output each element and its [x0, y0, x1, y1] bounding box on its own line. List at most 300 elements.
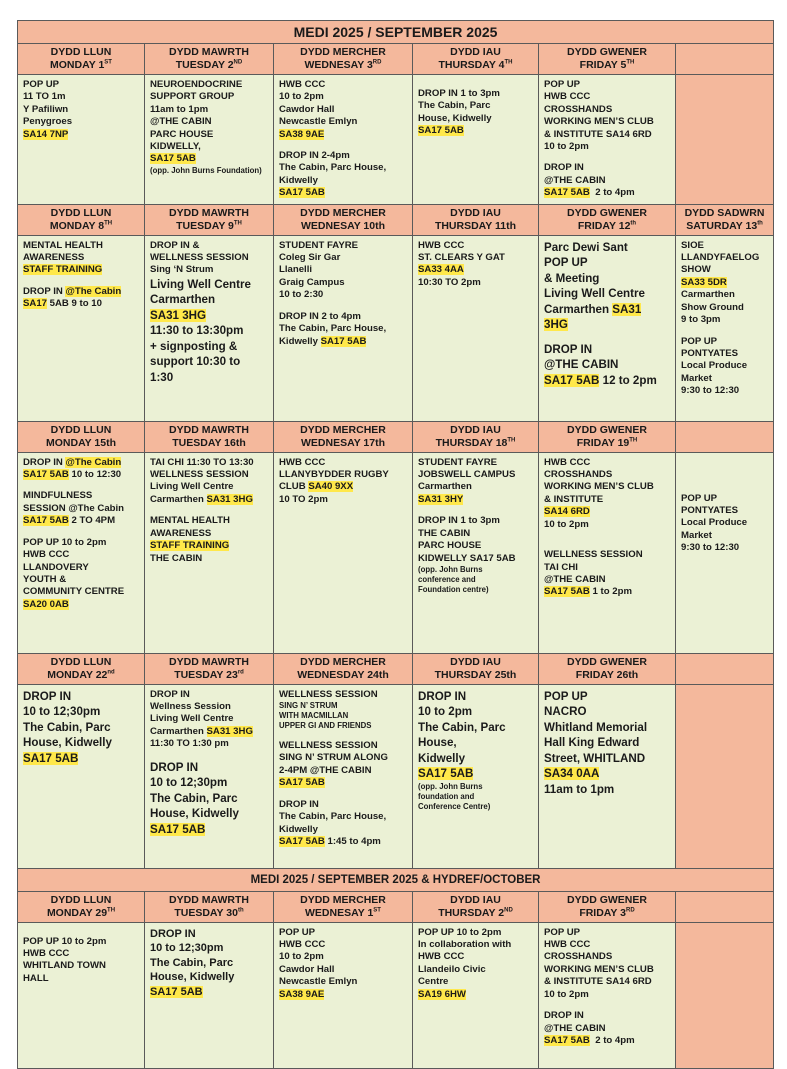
day-events-cell	[413, 75, 539, 205]
day-name-english	[277, 59, 409, 72]
day-date-suffix: ST	[373, 907, 381, 914]
day-header	[145, 421, 274, 452]
day-events-cell	[413, 684, 539, 868]
event-line	[23, 751, 139, 767]
event-text: DROP IN	[544, 162, 584, 174]
event-text: The Cabin, Parc	[418, 100, 491, 112]
day-name-welsh: DYDD MAWRTH	[169, 206, 249, 219]
event-line	[544, 79, 670, 91]
event-text: 9:30 to 12:30	[681, 542, 740, 554]
event-text: The Cabin, Parc House,	[279, 323, 387, 335]
day-events-cell	[18, 235, 145, 421]
day-events-cell	[274, 684, 413, 868]
event-line	[150, 308, 268, 324]
event-line	[544, 704, 670, 720]
event-text: WITH MACMILLAN	[279, 711, 349, 721]
day-name-welsh: DYDD GWENER	[567, 655, 647, 668]
event-line	[150, 927, 268, 942]
event-text: CLUB	[279, 481, 309, 493]
postcode-highlight: SA17 5AB	[150, 153, 196, 165]
event-line	[279, 740, 407, 752]
day-name-english	[416, 437, 535, 450]
event-text: WELLNESS SESSION	[150, 469, 249, 481]
event-line	[681, 277, 768, 289]
day-date-suffix: TH	[504, 59, 513, 66]
day-events-cell	[18, 922, 145, 1068]
event-text: 10 to 2pm	[544, 141, 589, 153]
event-text: HALL	[23, 972, 49, 984]
day-header	[676, 421, 774, 452]
event-line	[681, 466, 768, 475]
day-name-english	[148, 437, 270, 450]
event-text: WELLNESS SESSION	[544, 549, 643, 561]
day-name-english	[277, 669, 409, 682]
event-line	[681, 484, 768, 493]
postcode-highlight: SA14 7NP	[23, 128, 69, 140]
event-line	[150, 469, 268, 481]
event-line	[279, 836, 407, 848]
postcode-highlight: SA20 0AB	[23, 598, 69, 610]
day-name-welsh: DYDD LLUN	[50, 206, 112, 219]
day-date: FRIDAY 19	[576, 436, 630, 449]
event-line	[544, 373, 670, 389]
event-line	[544, 506, 670, 518]
event-text: SING N’ STRUM ALONG	[279, 752, 388, 764]
event-text: KIDWELLY,	[150, 141, 201, 153]
event-text: Conference Centre)	[418, 801, 491, 811]
day-events-cell	[413, 922, 539, 1068]
day-header	[413, 204, 539, 235]
event-line	[23, 515, 139, 527]
event-line	[544, 964, 670, 976]
event-text: POP UP	[681, 335, 718, 347]
postcode-highlight: SA17 5AB	[418, 125, 464, 137]
day-events-cell	[145, 452, 274, 653]
postcode-highlight: SA17 5AB	[150, 822, 206, 836]
event-line	[150, 166, 268, 176]
event-text: WELLNESS SESSION	[150, 252, 249, 264]
event-text: THE CABIN	[150, 552, 203, 564]
event-line	[544, 175, 670, 187]
event-line	[150, 339, 268, 355]
event-line	[279, 927, 407, 939]
day-date-suffix: ND	[233, 59, 243, 66]
event-text: ST. CLEARS Y GAT	[418, 252, 505, 264]
event-line	[279, 240, 407, 252]
event-text: Carmarthen	[681, 289, 735, 301]
event-text: Carmarthen	[150, 293, 216, 307]
event-text: HWB CCC	[544, 939, 591, 951]
event-line	[279, 777, 407, 789]
day-name-welsh: DYDD MAWRTH	[169, 893, 249, 906]
event-line	[150, 689, 268, 701]
event-line	[418, 976, 533, 988]
event-text: Local Produce	[681, 360, 748, 372]
event-line	[150, 240, 268, 252]
event-text: DROP IN	[544, 342, 593, 356]
day-header	[676, 204, 774, 235]
event-line	[681, 240, 768, 252]
event-text: TAI CHI 11:30 TO 13:30	[150, 456, 254, 468]
event-text: WORKING MEN’S CLUB	[544, 116, 654, 128]
day-header	[18, 891, 145, 922]
event-text: Kidwelly	[279, 335, 321, 347]
day-header	[145, 653, 274, 684]
event-text: CROSSHANDS	[544, 469, 613, 481]
day-header	[676, 891, 774, 922]
day-name-english	[542, 220, 672, 233]
event-text: Carmarthen	[544, 302, 613, 316]
event-line	[418, 264, 533, 276]
event-text: House, Kidwelly	[23, 736, 112, 750]
event-text: Newcastle Emlyn	[279, 116, 358, 128]
event-text: & INSTITUTE	[544, 493, 604, 505]
event-line	[150, 806, 268, 822]
event-text: 2 TO 4PM	[68, 515, 116, 527]
event-line	[544, 735, 670, 751]
event-line	[681, 493, 768, 505]
event-text: HWB CCC	[279, 939, 326, 951]
event-line	[544, 951, 670, 963]
postcode-highlight: SA34 0AA	[544, 767, 600, 781]
day-name-english	[21, 669, 141, 682]
event-text: YOUTH &	[23, 573, 67, 585]
event-line	[23, 599, 139, 611]
event-line	[279, 811, 407, 823]
event-text: Kidwelly	[279, 174, 318, 186]
event-line	[150, 941, 268, 956]
event-line	[279, 289, 407, 301]
day-name-english	[416, 59, 535, 72]
day-date-suffix: th	[237, 907, 244, 914]
event-text: 9:30 to 12:30	[681, 385, 740, 397]
event-text: Living Well Centre	[150, 713, 234, 725]
day-events-cell	[413, 452, 539, 653]
event-line	[150, 775, 268, 791]
event-text: WORKING MEN’S CLUB	[544, 481, 654, 493]
event-line	[23, 586, 139, 598]
day-name-welsh: DYDD IAU	[450, 893, 501, 906]
event-line	[544, 782, 670, 798]
event-line	[544, 342, 670, 358]
event-text: Y Pafiliwn	[23, 103, 69, 115]
event-line	[150, 540, 268, 552]
postcode-highlight: @The Cabin	[65, 285, 122, 297]
day-name-welsh: DYDD MERCHER	[300, 46, 386, 58]
event-line	[279, 336, 407, 348]
day-name-welsh: DYDD MAWRTH	[169, 655, 249, 668]
day-date-suffix: TH	[107, 907, 116, 914]
event-text: Newcastle Emlyn	[279, 976, 358, 988]
event-line	[150, 323, 268, 339]
event-line	[279, 277, 407, 289]
event-line	[544, 720, 670, 736]
event-text: DROP IN	[279, 798, 319, 810]
event-line	[681, 252, 768, 264]
event-line	[544, 927, 670, 939]
event-text: foundation and	[418, 791, 475, 801]
postcode-highlight: SA33 4AA	[418, 264, 464, 276]
postcode-highlight: SA17 5AB	[150, 986, 203, 999]
event-line	[418, 469, 533, 481]
event-line	[279, 104, 407, 116]
event-text: 12 to 2pm	[599, 373, 657, 387]
week-header-row	[18, 204, 774, 235]
event-line	[544, 271, 670, 287]
postcode-highlight: SA31 3HG	[150, 308, 207, 322]
event-line	[544, 976, 670, 988]
event-line	[150, 104, 268, 116]
event-line	[544, 255, 670, 271]
event-line	[279, 91, 407, 103]
event-text: 1:30	[150, 370, 174, 384]
event-text: Carmarthen	[150, 493, 207, 505]
event-text: Kidwelly	[279, 823, 318, 835]
day-name-welsh: DYDD IAU	[450, 423, 501, 436]
event-text: Street, WHITLAND	[544, 751, 646, 765]
event-line	[418, 515, 533, 527]
event-line	[544, 187, 670, 199]
event-line	[279, 799, 407, 811]
postcode-highlight: SA31 3HG	[206, 493, 253, 505]
event-text: HWB CCC	[544, 91, 591, 103]
event-text: @THE CABIN	[544, 573, 606, 585]
event-line	[544, 1001, 670, 1010]
event-text: WELLNESS SESSION	[279, 740, 378, 752]
event-text: 10 to 2:30	[279, 289, 324, 301]
event-text: House, Kidwelly	[150, 971, 235, 984]
event-text: STUDENT FAYRE	[418, 456, 498, 468]
event-line	[681, 530, 768, 542]
event-line	[23, 240, 139, 252]
event-text: AWARENESS	[150, 527, 212, 539]
postcode-highlight: SA31	[612, 302, 642, 316]
day-date: FRIDAY 26th	[575, 668, 639, 681]
event-line	[23, 490, 139, 502]
event-line	[681, 336, 768, 348]
event-line	[544, 469, 670, 481]
event-text: NEUROENDOCRINE	[150, 79, 243, 90]
event-line	[544, 357, 670, 373]
day-name-english	[21, 907, 141, 920]
day-date: TUESDAY 2	[175, 59, 234, 71]
event-text: In collaboration with	[418, 939, 512, 951]
day-header	[18, 653, 145, 684]
event-line	[544, 1035, 670, 1047]
event-text: DROP IN	[23, 456, 66, 468]
event-line	[23, 481, 139, 490]
postcode-highlight: SA17 5AB	[279, 835, 325, 847]
event-line	[279, 252, 407, 264]
event-text: House, Kidwelly	[150, 807, 239, 821]
day-events-cell	[145, 75, 274, 205]
event-text: Cawdor Hall	[279, 103, 335, 115]
event-line	[279, 323, 407, 335]
calendar-table	[17, 20, 774, 1069]
event-line	[418, 100, 533, 112]
postcode-highlight: SA40 9XX	[308, 481, 354, 493]
day-date-suffix: th	[757, 220, 763, 227]
event-line	[681, 385, 768, 397]
day-name-english	[679, 220, 770, 233]
event-text: Cawdor Hall	[279, 963, 335, 975]
event-line	[418, 766, 533, 782]
event-line	[544, 240, 670, 256]
event-line	[150, 457, 268, 469]
day-name-welsh: DYDD MERCHER	[300, 655, 386, 668]
day-header	[539, 653, 676, 684]
event-line	[418, 528, 533, 540]
day-header	[676, 44, 774, 75]
day-date-suffix: RD	[372, 59, 382, 66]
day-events-cell	[413, 235, 539, 421]
day-header	[145, 891, 274, 922]
day-date: FRIDAY 12	[577, 219, 631, 232]
event-text: DROP IN	[23, 689, 72, 703]
event-text: 1:45 to 4pm	[324, 835, 381, 847]
day-header	[18, 421, 145, 452]
event-text: Market	[681, 529, 712, 541]
day-date-suffix: nd	[107, 669, 115, 676]
day-date: TUESDAY 16th	[172, 436, 246, 449]
event-text: The Cabin, Parc	[150, 956, 234, 969]
event-line	[150, 751, 268, 760]
day-name-english	[21, 220, 141, 233]
day-date: MONDAY 15th	[45, 436, 117, 449]
event-text: support 10:30 to	[150, 355, 241, 369]
event-line	[150, 553, 268, 565]
day-header	[539, 44, 676, 75]
event-line	[279, 976, 407, 988]
event-text: SHOW	[681, 264, 711, 276]
event-line	[544, 766, 670, 782]
event-line	[23, 264, 139, 276]
postcode-highlight: STAFF TRAINING	[23, 264, 103, 276]
event-text: 10 to 2pm	[418, 705, 473, 719]
event-line	[150, 354, 268, 370]
week-content-row	[18, 235, 774, 421]
event-line	[279, 302, 407, 311]
event-line	[279, 939, 407, 951]
event-text: Penygroes	[23, 116, 73, 128]
event-line	[23, 129, 139, 141]
event-line	[681, 542, 768, 554]
day-date: WEDNESAY 10th	[300, 219, 386, 232]
week-content-row	[18, 684, 774, 868]
event-line	[681, 517, 768, 529]
event-line	[23, 927, 139, 936]
event-text: Llandeilo Civic	[418, 963, 486, 975]
postcode-highlight: SA17 5AB	[544, 373, 600, 387]
event-line	[150, 528, 268, 540]
event-text: 10 to 12:30	[68, 469, 122, 481]
event-text: 10 to 2pm	[279, 91, 324, 103]
day-date: WEDNESDAY 24th	[297, 668, 389, 681]
event-line	[23, 252, 139, 264]
week-content-row	[18, 922, 774, 1068]
day-name-welsh: DYDD MERCHER	[300, 423, 386, 436]
day-events-cell	[145, 235, 274, 421]
event-line	[418, 277, 533, 289]
event-line	[681, 373, 768, 385]
event-text: HWB CCC	[279, 79, 326, 90]
day-name-welsh: DYDD GWENER	[567, 423, 647, 436]
event-text: 10:30 TO 2pm	[418, 276, 481, 288]
event-text: HWB CCC	[418, 239, 465, 251]
event-text: DROP IN	[150, 760, 199, 774]
event-line	[23, 91, 139, 103]
event-line	[23, 503, 139, 515]
event-text: Living Well Centre	[150, 481, 234, 493]
event-text: & INSTITUTE SA14 6RD	[544, 976, 652, 988]
event-text: Living Well Centre	[150, 277, 251, 291]
event-text: Wellness Session	[150, 701, 231, 713]
event-line	[23, 720, 139, 736]
event-line	[279, 964, 407, 976]
event-line	[544, 989, 670, 1001]
event-line	[150, 956, 268, 971]
event-line	[150, 153, 268, 165]
postcode-highlight: STAFF TRAINING	[150, 540, 230, 552]
postcode-highlight: SA38 9AE	[279, 128, 325, 140]
event-text: HWB CCC	[23, 948, 70, 960]
event-line	[279, 481, 407, 493]
event-line	[418, 575, 533, 585]
event-line	[279, 689, 407, 701]
day-date: THURSDAY 25th	[434, 668, 517, 681]
day-name-welsh: DYDD IAU	[450, 46, 501, 58]
event-line	[418, 792, 533, 802]
day-name-english	[148, 907, 270, 920]
postcode-highlight: SA17 5AB	[418, 767, 474, 781]
day-name-english	[416, 907, 535, 920]
event-line	[418, 88, 533, 100]
event-text: WELLNESS SESSION	[279, 688, 378, 700]
event-text: DROP IN &	[150, 239, 200, 251]
event-line	[279, 129, 407, 141]
day-name-english	[148, 669, 270, 682]
postcode-highlight: SA19 6HW	[418, 988, 466, 1000]
day-date: MONDAY 22	[47, 668, 108, 681]
event-line	[150, 91, 268, 103]
event-text: POP UP	[544, 926, 581, 938]
event-line	[150, 494, 268, 506]
day-header	[18, 44, 145, 75]
event-line	[544, 549, 670, 561]
event-line	[418, 951, 533, 963]
event-line	[544, 540, 670, 549]
day-name-english	[277, 907, 409, 920]
event-text: POP UP	[681, 492, 718, 504]
day-events-cell	[274, 922, 413, 1068]
day-events-cell	[539, 75, 676, 205]
day-name-welsh: DYDD IAU	[450, 206, 501, 219]
event-line	[418, 79, 533, 88]
event-line	[544, 333, 670, 342]
day-name-welsh: DYDD GWENER	[567, 46, 647, 58]
event-line	[279, 175, 407, 187]
day-name-english	[416, 220, 535, 233]
event-line	[544, 302, 670, 318]
event-text: Llanelli	[279, 264, 313, 276]
event-text: Sing ‘N Strum	[150, 264, 214, 276]
event-text: 10 to 2pm	[544, 518, 589, 530]
event-line	[279, 711, 407, 721]
event-line	[23, 277, 139, 286]
day-events-cell	[145, 684, 274, 868]
day-name-english	[542, 669, 672, 682]
event-line	[544, 519, 670, 531]
